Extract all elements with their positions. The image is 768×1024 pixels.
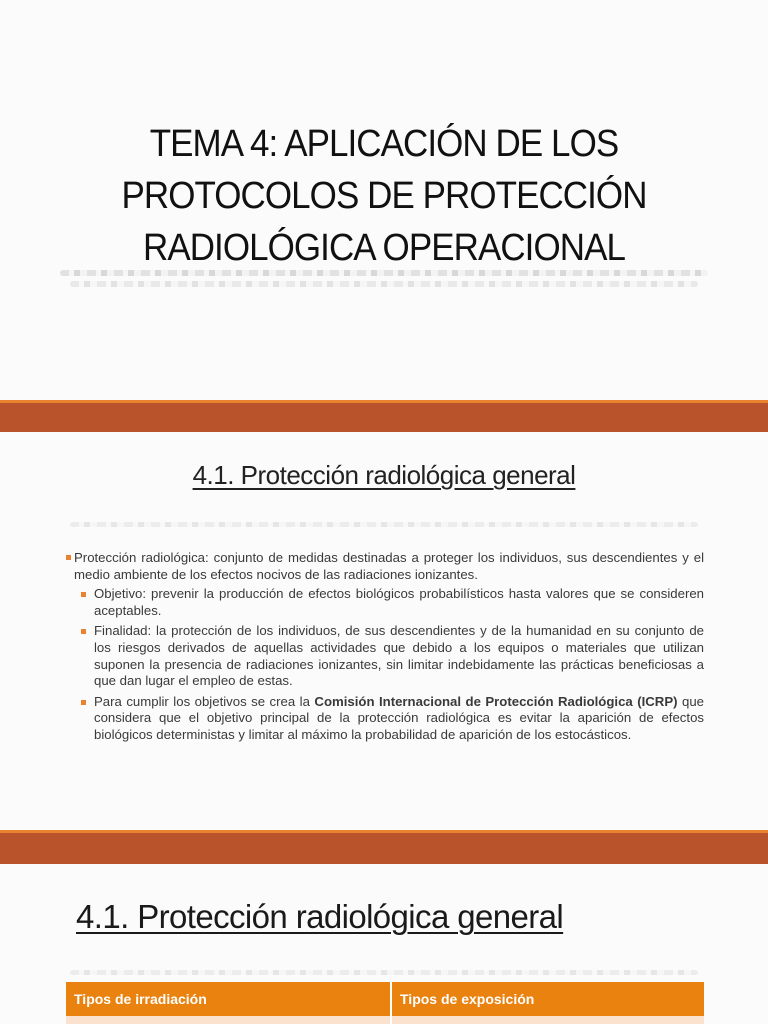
decorative-divider [70, 970, 698, 975]
title-line: PROTOCOLOS DE PROTECCIÓN [121, 175, 647, 217]
list-item-text: Objetivo: prevenir la producción de efectos biológicos probabilísticos hasta valores que se consideren aceptables. [94, 586, 704, 618]
bullet-icon [81, 700, 86, 705]
bullet-icon [66, 555, 71, 560]
bullet-icon [81, 629, 86, 634]
list-item-text-end: que considera que el objetivo principal de la protección radiológica es evitar la aparición de efectos biológicos deterministas y limitar al máximo la probabilidad de aparición de los estocásticos. [94, 693, 704, 742]
table-header-cell: Tipos de irradiación [66, 982, 391, 1016]
section-heading: 4.1. Protección radiológica general [192, 460, 576, 490]
table-header-row [66, 982, 704, 1016]
table-row [66, 1016, 704, 1024]
lead-paragraph [66, 550, 704, 583]
list-item [94, 586, 704, 619]
title-line: RADIOLÓGICA OPERACIONAL [142, 227, 625, 269]
list-item-text-start: Para cumplir los objetivos se crea la [94, 693, 315, 709]
section-heading: 4.1. Protección radiológica general [76, 898, 564, 935]
list-item [94, 623, 704, 689]
icrp-name: Comisión Internacional de Protección Radiológica (ICRP) [314, 693, 678, 709]
exposure-table [66, 982, 704, 1024]
slide-body [66, 550, 704, 748]
decorative-divider [60, 270, 708, 276]
decorative-divider [70, 522, 698, 527]
decorative-divider [70, 281, 698, 287]
list-item [94, 694, 704, 744]
slide-separator [0, 400, 768, 432]
table-cell [391, 1016, 704, 1024]
table-header-cell: Tipos de exposición [391, 982, 704, 1016]
content-slide [0, 432, 768, 830]
slide-title [68, 118, 701, 274]
table-cell [66, 1016, 391, 1024]
bullet-icon [81, 592, 86, 597]
title-line: TEMA 4: APLICACIÓN DE LOS [149, 123, 619, 165]
slide-separator [0, 830, 768, 864]
lead-text: Protección radiológica: conjunto de medidas destinadas a proteger los individuos, sus descendientes y el medio ambiente de los efectos nocivos de las radiaciones ionizantes. [74, 550, 704, 582]
table-slide [0, 864, 768, 1024]
title-slide [0, 0, 768, 400]
list-item-text: Finalidad: la protección de los individuos, de sus descendientes y de la humanidad en su conjunto de los riesgos derivados de aquellas actividades que debido a los equipos o materiales que utilizan suponen la presencia de radiaciones ionizantes, sin limitar indebidamente las prácticas beneficiosas a que dan lugar el empleo de estas. [94, 623, 704, 689]
